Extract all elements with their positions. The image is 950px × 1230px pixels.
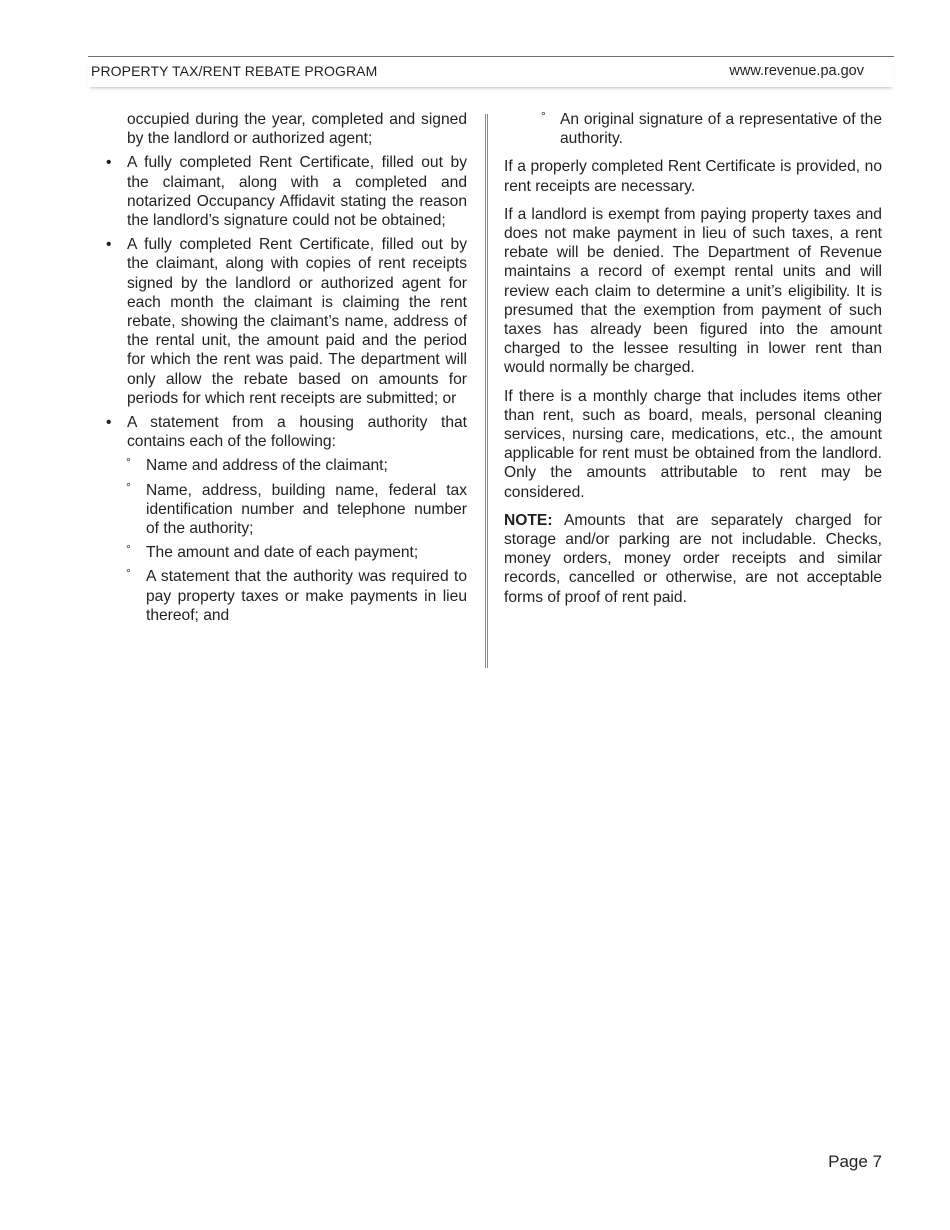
bullet-icon: • bbox=[106, 414, 112, 432]
list-item bbox=[106, 153, 467, 230]
bullet-icon: • bbox=[106, 236, 112, 254]
note-text: Amounts that are separately charged for storage and/or parking are not includable. Checks, money orders, money order receipts and similar records, cancelled or otherwise, are not acceptable forms of proof of rent paid. bbox=[504, 511, 882, 606]
sub-list-item bbox=[106, 456, 467, 475]
sub-list-item-text: An original signature of a representative of the authority. bbox=[560, 111, 882, 148]
header-title: PROPERTY TAX/RENT REBATE PROGRAM bbox=[91, 63, 378, 79]
sub-bullet-icon: ° bbox=[126, 455, 131, 470]
bullet-icon: • bbox=[106, 154, 112, 172]
sub-list-item-text: Name, address, building name, federal tax identification number and telephone number of the authority; bbox=[146, 481, 467, 538]
sub-bullet-icon: ° bbox=[126, 542, 131, 557]
paragraph: If a landlord is exempt from paying property taxes and does not make payment in lieu of such taxes, a rent rebate will be denied. The Department of Revenue maintains a record of exempt rental units and will review each claim to determine a unit’s eligibility. It is presumed that the exemption from payment of such taxes has already been figured into the amount charged to the lessee resulting in lower rent than would normally be charged. bbox=[504, 205, 882, 377]
list-item bbox=[106, 235, 467, 408]
sub-list-item bbox=[106, 543, 467, 562]
list-item-text: A fully completed Rent Certificate, filled out by the claimant, along with a completed and notarized Occupancy Affidavit stating the reason the landlord’s signature could not be obtained; bbox=[127, 154, 467, 230]
sub-list-item-text: The amount and date of each payment; bbox=[146, 544, 419, 562]
note-paragraph bbox=[504, 511, 882, 607]
sub-list-item bbox=[106, 481, 467, 539]
sub-list-item-text: Name and address of the claimant; bbox=[146, 457, 388, 475]
sub-bullet-icon: ° bbox=[126, 479, 131, 494]
page-number: Page 7 bbox=[828, 1152, 882, 1171]
paragraph: If a properly completed Rent Certificate is provided, no rent receipts are necessary. bbox=[504, 158, 882, 195]
header-url[interactable]: www.revenue.pa.gov bbox=[729, 63, 864, 79]
list-item-text: A fully completed Rent Certificate, filled out by the claimant, along with copies of rent receipts signed by the landlord or authorized agent for each month the claimant is claiming the rent rebate, showing the claimant’s name, address of the rental unit, the amount paid and the period for which the rent was paid. The department will only allow the rebate based on amounts for periods for which rent receipts are submitted; or bbox=[127, 236, 467, 407]
column-divider bbox=[485, 114, 488, 668]
continuation-text: occupied during the year, completed and signed by the landlord or authorized agent; bbox=[127, 111, 467, 148]
list-item-text: A statement from a housing authority that contains each of the following: bbox=[127, 414, 467, 451]
paragraph: If there is a monthly charge that includes items other than rent, such as board, meals, personal cleaning services, nursing care, medications, etc., the amount applicable for rent must be obtained from the landlord. Only the amounts attributable to rent may be considered. bbox=[504, 387, 882, 501]
sub-list-item bbox=[504, 110, 882, 148]
sub-bullet-icon: ° bbox=[541, 109, 546, 123]
page-header bbox=[88, 56, 894, 87]
sub-list-item bbox=[106, 567, 467, 625]
right-column bbox=[504, 110, 882, 616]
left-column bbox=[106, 110, 467, 630]
sub-bullet-icon: ° bbox=[126, 566, 131, 581]
note-label: NOTE: bbox=[504, 511, 553, 529]
sub-list-item-text: A statement that the authority was required to pay property taxes or make payments in lieu thereof; and bbox=[146, 568, 467, 624]
list-item bbox=[106, 413, 467, 451]
